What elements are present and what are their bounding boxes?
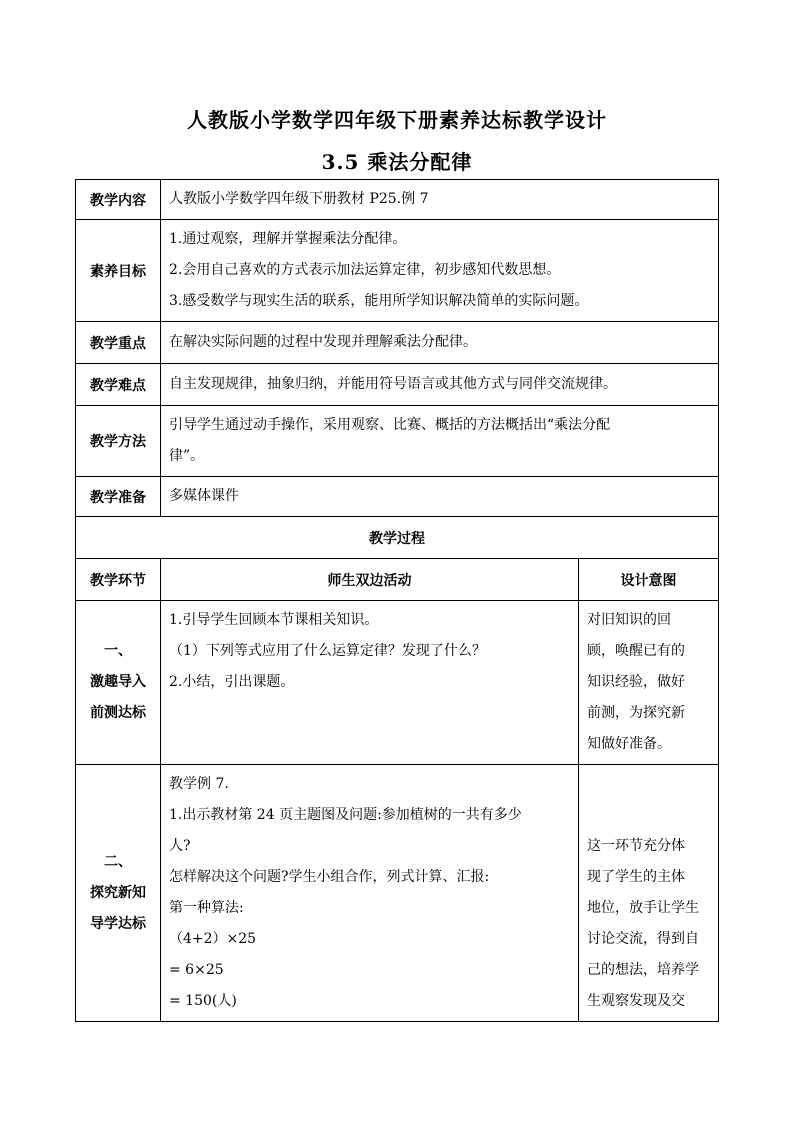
info-row-key-points: [76, 322, 719, 364]
stage-name-2: [76, 765, 161, 1022]
stage-name-line: 探究新知: [90, 884, 146, 901]
key-point-line: 在解决实际问题的过程中发现并理解乘法分配律。: [169, 334, 477, 350]
intent-line: 地位，放手让学生: [587, 900, 699, 916]
activity-line: 教学例 7.: [169, 776, 229, 792]
label-methods: 教学方法: [76, 406, 161, 477]
stage-name-line: 前测达标: [90, 705, 146, 721]
label-teaching-content: 教学内容: [76, 180, 161, 220]
content-line: 人教版小学数学四年级下册教材 P25.例 7: [169, 191, 429, 207]
difficulty-line: 自主发现规律，抽象归纳，并能用符号语言或其他方式与同伴交流规律。: [169, 376, 617, 392]
activity-line: （4+2）×25: [169, 931, 257, 947]
preparation-line: 多媒体课件: [169, 488, 239, 504]
intent-line: 己的想法，培养学: [587, 962, 699, 978]
activity-line: = 150(人): [169, 993, 237, 1009]
intent-line: [587, 800, 710, 831]
activity-line: 2.小结，引出课题。: [169, 674, 295, 690]
activity-line: 1.出示教材第 24 页主题图及问题:参加植树的一共有多少: [169, 807, 522, 823]
stage-row-2: [76, 765, 719, 1022]
stage-name-1: [76, 601, 161, 765]
info-row-content: [76, 180, 719, 220]
intent-line: 知做好准备。: [587, 736, 671, 752]
intent-line: 顾，唤醒已有的: [587, 643, 685, 659]
document-subtitle: 3.5 乘法分配律: [321, 150, 473, 174]
process-title: 教学过程: [76, 517, 719, 559]
stage-row-1: [76, 601, 719, 765]
document-title: 人教版小学数学四年级下册素养达标教学设计: [187, 108, 607, 132]
intent-line: 知识经验，做好: [587, 674, 685, 690]
stage-activity-1: [161, 601, 579, 765]
value-literacy-goals: [161, 220, 719, 322]
activity-line: = 6×25: [169, 962, 224, 978]
method-line-1: 引导学生通过动手操作，采用观察、比赛、概括的方法概括出“乘法分配: [169, 417, 611, 433]
intent-line: 这一环节充分体: [587, 838, 685, 854]
column-header-stage: 教学环节: [76, 559, 161, 601]
column-header-intent: 设计意图: [579, 559, 719, 601]
method-line-2: 律”。: [169, 448, 205, 464]
label-literacy-goals: 素养目标: [76, 220, 161, 322]
goal-line-1: 1.通过观察，理解并掌握乘法分配律。: [169, 231, 407, 247]
stage-name-line: 一、: [104, 643, 132, 659]
column-header-activity: 师生双边活动: [161, 559, 579, 601]
intent-line: [587, 769, 710, 800]
stage-name-line: 导学达标: [90, 915, 146, 932]
value-key-points: [161, 322, 719, 364]
activity-line: 怎样解决这个问题?学生小组合作，列式计算、汇报:: [169, 869, 490, 885]
intent-line: 现了学生的主体: [587, 869, 685, 885]
intent-line: 生观察发现及交: [587, 993, 685, 1009]
value-teaching-content: [161, 180, 719, 220]
info-row-difficulties: [76, 364, 719, 406]
stage-activity-2: [161, 765, 579, 1022]
label-preparation: 教学准备: [76, 477, 161, 517]
goal-line-3: 3.感受数学与现实生活的联系，能用所学知识解决简单的实际问题。: [169, 293, 589, 309]
activity-line: 人?: [169, 838, 191, 854]
activity-line: 第一种算法:: [169, 900, 244, 916]
intent-line: 前测，为探究新: [587, 705, 685, 721]
lesson-plan-table: [75, 179, 719, 1022]
intent-line: 对旧知识的回: [587, 612, 671, 628]
value-preparation: [161, 477, 719, 517]
activity-line: 1.引导学生回顾本节课相关知识。: [169, 612, 379, 628]
label-key-points: 教学重点: [76, 322, 161, 364]
activity-line: （1）下列等式应用了什么运算定律？发现了什么？: [169, 643, 486, 659]
intent-line: 讨论交流，得到自: [587, 931, 699, 947]
stage-intent-2: [579, 765, 719, 1022]
info-row-methods: [76, 406, 719, 477]
process-header-row: [76, 559, 719, 601]
goal-line-2: 2.会用自己喜欢的方式表示加法运算定律，初步感知代数思想。: [169, 262, 561, 278]
value-difficulties: [161, 364, 719, 406]
stage-name-line: 激趣导入: [90, 674, 146, 690]
stage-intent-1: [579, 601, 719, 765]
info-row-preparation: [76, 477, 719, 517]
stage-name-line: 二、: [104, 853, 132, 870]
value-methods: [161, 406, 719, 477]
info-row-goals: [76, 220, 719, 322]
label-difficulties: 教学难点: [76, 364, 161, 406]
process-title-row: [76, 517, 719, 559]
